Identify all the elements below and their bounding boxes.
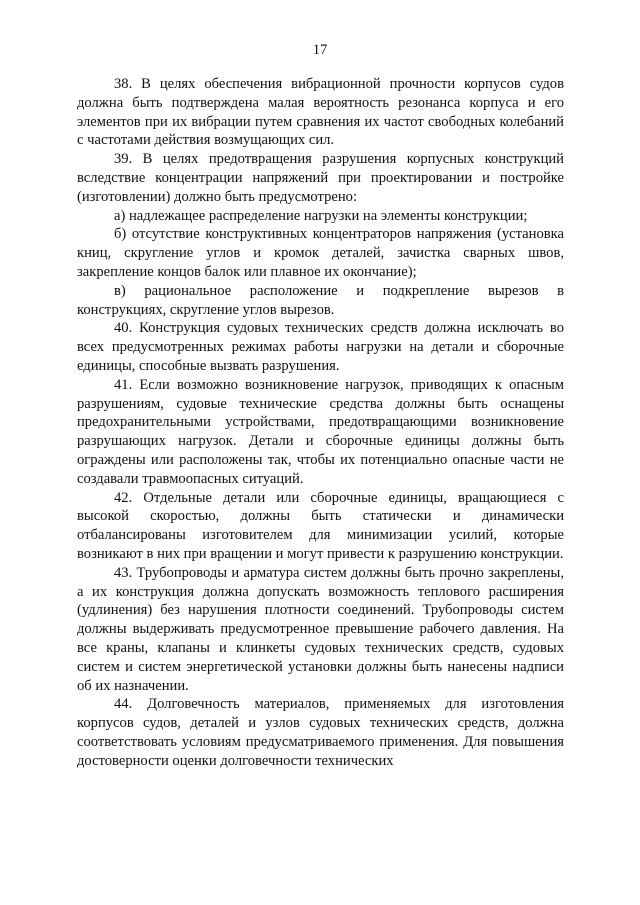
paragraph-43: 43. Трубопроводы и арматура систем должны быть прочно закреплены, а их конструкция должна допускать возможность теплового расширения (удлинения) без нарушения плотности соединений. Трубопроводы систем должны выдерживать предусмотренное превышение рабочего давления. На все краны, клапаны и клинкеты судовых технических средств, судовых систем и систем энергетической установки должны быть нанесены надписи об их назначении. [77, 564, 564, 694]
paragraph-42: 42. Отдельные детали или сборочные единицы, вращающиеся с высокой скоростью, должны быть статически и динамически отбалансированы изготовителем для минимизации усилий, которые возникают в них при вращении и могут привести к разрушению конструкции. [77, 489, 564, 562]
paragraph-39-c: в) рациональное расположение и подкрепление вырезов в конструкциях, скругление углов вырезов. [77, 282, 564, 318]
paragraph-39: 39. В целях предотвращения разрушения корпусных конструкций вследствие концентрации напряжений при проектировании и постройке (изготовлении) должно быть предусмотрено: [77, 151, 564, 205]
paragraph-40: 40. Конструкция судовых технических средств должна исключать во всех предусмотренных режимах работы нагрузки на детали и сборочные единицы, способные вызвать разрушения. [77, 320, 564, 374]
paragraph-38: 38. В целях обеспечения вибрационной прочности корпусов судов должна быть подтверждена малая вероятность резонанса корпуса и его элементов при их вибрации путем сравнения их частот свободных колебаний с частотами действия возмущающих сил. [77, 76, 564, 149]
paragraph-41: 41. Если возможно возникновение нагрузок, приводящих к опасным разрушениям, судовые технические средства должны быть оснащены предохранительными устройствами, предотвращающими возникновение разрушающих нагрузок. Детали и сборочные единицы должны быть ограждены или расположены так, чтобы их потенциально опасные части не создавали травмоопасных ситуаций. [77, 376, 564, 487]
page-number: 17 [312, 42, 328, 58]
paragraph-39-b: б) отсутствие конструктивных концентраторов напряжения (установка книц, скругление углов и кромок деталей, зачистка сварных швов, закрепление концов балок или плавное их окончание); [77, 226, 564, 280]
paragraph-39-a: а) надлежащее распределение нагрузки на элементы конструкции; [114, 207, 528, 224]
document-body [77, 75, 564, 770]
paragraph-44: 44. Долговечность материалов, применяемых для изготовления корпусов судов, деталей и узлов судовых технических средств, должна соответствовать условиям предусматриваемого применения. Для повышения достоверности оценки долговечности технических [77, 696, 564, 769]
